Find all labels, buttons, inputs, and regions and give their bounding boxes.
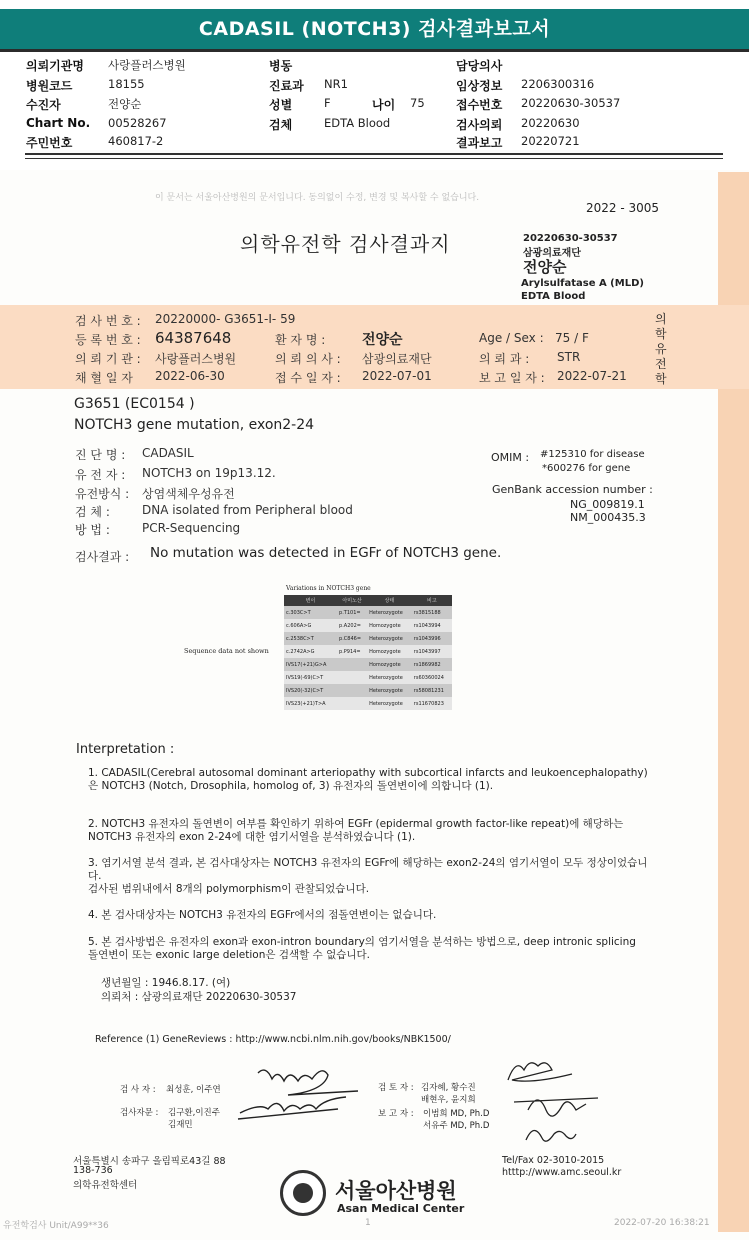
org: 사랑플러스병원 <box>155 352 237 366</box>
table-cell <box>337 671 367 684</box>
requester: 의뢰처 : 삼광의료재단 20220630-30537 <box>101 991 297 1003</box>
hospital-name-en: Asan Medical Center <box>337 1202 465 1215</box>
reg-no-label: 등 록 번 호 : <box>75 333 141 347</box>
reporter: 이범희 MD, Ph.D 서유주 MD, Ph.D <box>423 1109 490 1131</box>
birth-date: 생년월일 : 1946.8.17. (여) <box>101 977 231 989</box>
patient-value: 전양순 <box>108 97 142 111</box>
diagnosis: CADASIL <box>142 446 194 460</box>
dept-band: STR <box>557 350 581 364</box>
test-code: G3651 (EC0154 ) <box>74 396 195 412</box>
divider <box>25 158 723 159</box>
request-date-value: 20220630 <box>521 116 580 130</box>
hospital-code-label: 병원코드 <box>26 79 73 93</box>
omim-label: OMIM : <box>491 451 530 464</box>
accession-label: 접수번호 <box>456 98 503 112</box>
hospital-logo-icon <box>280 1170 326 1216</box>
inheritance: 상염색체우성유전 <box>142 487 235 501</box>
table-cell: rs3815188 <box>412 606 452 619</box>
patient-label: 수진자 <box>26 98 61 112</box>
sex-value: F <box>324 96 331 110</box>
sticker-org: 삼광의료재단 <box>523 248 581 259</box>
table-row <box>284 606 452 619</box>
recv-date: 2022-07-01 <box>362 369 432 383</box>
interpretation-item: 5. 본 검사방법은 유전자의 exon과 exon-intron boundary의 염기서열을 분석하는 방법으로, deep intronic splicing 돌연변이 또는 exonic large deletion은 검색할 수 없습니다. <box>88 936 636 961</box>
method: PCR-Sequencing <box>142 521 241 535</box>
specimen-value: EDTA Blood <box>324 116 391 130</box>
table-cell: p.T101= <box>337 606 367 619</box>
table-cell <box>337 658 367 671</box>
table-cell: rs11670823 <box>412 697 452 710</box>
chart-no-label: Chart No. <box>26 116 91 130</box>
print-timestamp: 2022-07-20 16:38:21 <box>614 1218 710 1228</box>
address-line: 서울특별시 송파구 올림픽로43길 88 <box>73 1156 226 1167</box>
age-label: 나이 <box>372 98 396 112</box>
interpretation-item: 검사된 범위내에서 8개의 polymorphism이 관찰되었습니다. <box>88 883 370 895</box>
org-name-value: 사랑플러스병원 <box>108 58 186 72</box>
interpretation-item: 2. NOTCH3 유전자의 돌연변이 여부를 확인하기 위하여 EGFr (epidermal growth factor-like repeat)에 해당하는 NOTCH3 유전자의 exon 2-24에 대한 염기서열을 분석하였습니다 (1). <box>88 818 624 843</box>
table-row <box>284 645 452 658</box>
variant-table-title: Variations in NOTCH3 gene <box>286 585 371 592</box>
table-cell <box>337 697 367 710</box>
table-cell: IVS17(+21)G>A <box>284 658 337 671</box>
exam-no-label: 검 사 번 호 : <box>75 314 141 328</box>
test-name: NOTCH3 gene mutation, exon2-24 <box>74 417 315 433</box>
genbank-label: GenBank accession number : <box>492 483 653 496</box>
resident-no-value: 460817-2 <box>108 134 164 148</box>
genbank-ng: NG_009819.1 <box>570 498 645 511</box>
examiner: 최성훈, 이주연 <box>166 1085 221 1095</box>
table-row <box>284 671 452 684</box>
table-cell: rs1043997 <box>412 645 452 658</box>
specimen-detail: DNA isolated from Peripheral blood <box>142 503 353 517</box>
side-label: 의학유전학 <box>655 312 667 386</box>
table-cell: Homozygote <box>367 645 412 658</box>
table-cell: c.606A>G <box>284 619 337 632</box>
table-row <box>284 684 452 697</box>
table-cell: rs1869982 <box>412 658 452 671</box>
table-cell: Heterozygote <box>367 671 412 684</box>
specimen-label: 검체 <box>269 118 293 132</box>
draw-date: 2022-06-30 <box>155 369 225 383</box>
resident-no-label: 주민번호 <box>26 136 73 150</box>
table-row <box>284 632 452 645</box>
report-main-title: 의학유전학 검사결과지 <box>240 232 451 256</box>
dept-label: 진료과 <box>269 79 304 93</box>
sticker-name: 전양순 <box>523 258 567 276</box>
table-cell: Heterozygote <box>367 606 412 619</box>
table-cell: c.2742A>G <box>284 645 337 658</box>
signature-image <box>498 1050 608 1150</box>
report-band-date-label: 보 고 일 자 : <box>479 371 545 385</box>
hospital-name-ko: 서울아산병원 <box>335 1179 457 1203</box>
table-cell: Homozygote <box>367 619 412 632</box>
genbank-nm: NM_000435.3 <box>570 511 646 524</box>
accession-value: 20220630-30537 <box>521 96 621 110</box>
gene-label: 유 전 자 : <box>75 468 126 482</box>
report-band-date: 2022-07-21 <box>557 369 627 383</box>
table-cell: Homozygote <box>367 658 412 671</box>
signature-image <box>230 1055 365 1130</box>
website-link: htttp://www.amc.seoul.kr <box>502 1167 622 1178</box>
diagnosis-label: 진 단 명 : <box>75 448 126 462</box>
table-cell: Heterozygote <box>367 684 412 697</box>
interpretation-title: Interpretation : <box>76 742 175 757</box>
age-sex: 75 / F <box>555 331 589 345</box>
table-cell: p.A202= <box>337 619 367 632</box>
inheritance-label: 유전방식 : <box>75 487 130 501</box>
table-row <box>284 658 452 671</box>
variant-col-header: 변이 <box>284 595 337 606</box>
chart-no-value: 00528267 <box>108 116 167 130</box>
doctor-label: 의 뢰 의 사 : <box>275 352 341 366</box>
request-date-label: 검사의뢰 <box>456 118 503 132</box>
ward-label: 병동 <box>269 59 293 73</box>
examiner-label: 검 사 자 : <box>120 1085 156 1095</box>
table-cell: rs58081231 <box>412 684 452 697</box>
divider <box>25 153 723 155</box>
table-row <box>284 697 452 710</box>
table-cell: rs1043996 <box>412 632 452 645</box>
sticker-accession: 20220630-30537 <box>523 233 618 244</box>
physician-label: 담당의사 <box>456 59 503 73</box>
tel-fax: Tel/Fax 02-3010-2015 <box>502 1155 605 1166</box>
age-sex-label: Age / Sex : <box>479 331 544 345</box>
table-cell: rs60360024 <box>412 671 452 684</box>
doc-number: 2022 - 3005 <box>586 201 660 215</box>
method-label: 방 법 : <box>75 523 110 537</box>
interpretation-item: 1. CADASIL(Cerebral autosomal dominant arteriopathy with subcortical infarcts and leukoencephalopathy)은 NOTCH3 (Notch, Drosophila, homolog of, 3) 유전자의 돌연변이에 의합니다 (1). <box>88 767 648 792</box>
reference: Reference (1) GeneReviews : http://www.ncbi.nlm.nih.gov/books/NBK1500/ <box>95 1034 451 1045</box>
table-cell: p.C846= <box>337 632 367 645</box>
omim-gene: *600276 for gene <box>542 463 631 474</box>
age-value: 75 <box>410 96 425 110</box>
org-label: 의 뢰 기 관 : <box>75 352 141 366</box>
page-number: 1 <box>365 1218 371 1228</box>
specimen-detail-label: 검 체 : <box>75 505 110 519</box>
table-cell: c.2538C>T <box>284 632 337 645</box>
advisor-label: 검사자문 : <box>120 1108 159 1118</box>
patient-name: 전양순 <box>362 332 403 348</box>
gene: NOTCH3 on 19p13.12. <box>142 466 276 480</box>
watermark-text: 이 문서는 서울아산병원의 문서입니다. 동의없이 수정, 변경 및 복사할 수 없습니다. <box>155 193 480 203</box>
table-row <box>284 619 452 632</box>
sex-label: 성별 <box>269 98 293 112</box>
reviewer-label: 검 토 자 : <box>378 1083 414 1093</box>
table-cell: IVS23(+21)T>A <box>284 697 337 710</box>
patient-name-label: 환 자 명 : <box>275 333 326 347</box>
reg-no: 64387648 <box>155 329 232 347</box>
result-text: No mutation was detected in EGFr of NOTCH3 gene. <box>150 545 502 561</box>
sticker-test: Arylsulfatase A (MLD) <box>521 278 644 289</box>
variant-col-header: 상태 <box>367 595 412 606</box>
dept-band-label: 의 뢰 과 : <box>479 352 530 366</box>
exam-no: 20220000- G3651-I- 59 <box>155 312 296 326</box>
sequence-note: Sequence data not shown <box>184 647 269 655</box>
table-cell: rs1043994 <box>412 619 452 632</box>
omim-disease: #125310 for disease <box>540 449 645 460</box>
advisor: 김구환,이진주 김재민 <box>168 1108 220 1130</box>
table-cell: IVS19(-69)C>T <box>284 671 337 684</box>
org-name-label: 의뢰기관명 <box>26 59 84 73</box>
table-cell: p.P914= <box>337 645 367 658</box>
reporter-label: 보 고 자 : <box>378 1109 414 1119</box>
report-date-value: 20220721 <box>521 134 580 148</box>
hospital-code-value: 18155 <box>108 77 145 91</box>
clinical-info-label: 임상정보 <box>456 79 503 93</box>
footer-unit: 유전학검사 Unit/A99**36 <box>3 1221 109 1231</box>
report-title: CADASIL (NOTCH3) 검사결과보고서 <box>0 9 749 49</box>
variant-table <box>284 595 452 710</box>
table-cell <box>337 684 367 697</box>
interpretation-item: 4. 본 검사대상자는 NOTCH3 유전자의 EGFr에서의 점돌연변이는 없습니다. <box>88 909 437 921</box>
doctor: 삼광의료재단 <box>362 352 432 366</box>
result-label: 검사결과 : <box>75 550 130 564</box>
variant-col-header: 비고 <box>412 595 452 606</box>
dept-value: NR1 <box>324 77 348 91</box>
reviewer: 김자혜, 황수진 배현우, 윤지희 <box>421 1083 476 1105</box>
postal-code: 138-736 <box>73 1165 113 1176</box>
clinical-info-value: 2206300316 <box>521 77 595 91</box>
table-cell: Heterozygote <box>367 697 412 710</box>
variant-col-header: 아미노산 <box>337 595 367 606</box>
table-cell: IVS20(-32)C>T <box>284 684 337 697</box>
title-underline <box>0 49 749 52</box>
draw-date-label: 채 혈 일 자 <box>75 371 133 385</box>
interpretation-item: 3. 염기서열 분석 결과, 본 검사대상자는 NOTCH3 유전자의 EGFr에 해당하는 exon2-24의 염기서열이 모두 정상이었습니다. <box>88 857 648 882</box>
center-name: 의학유전학센터 <box>73 1180 138 1191</box>
recv-date-label: 접 수 일 자 : <box>275 371 341 385</box>
sticker-specimen: EDTA Blood <box>521 291 586 302</box>
table-cell: c.303C>T <box>284 606 337 619</box>
report-date-label: 결과보고 <box>456 136 503 150</box>
table-cell: Heterozygote <box>367 632 412 645</box>
